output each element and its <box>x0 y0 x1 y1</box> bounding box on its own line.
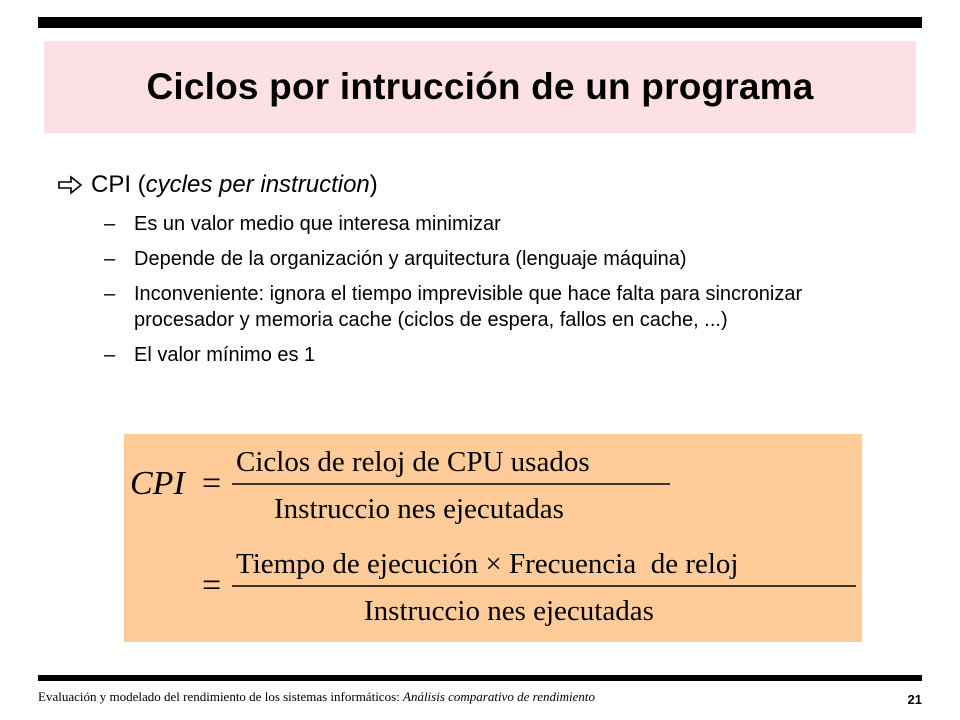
formula-equals-1: = <box>202 465 222 502</box>
formula-denominator-2: Instruccio nes ejecutadas <box>364 595 654 627</box>
main-bullet-text: CPI (cycles per instruction) <box>91 171 378 198</box>
top-rule <box>38 17 922 28</box>
title-banner <box>44 41 916 133</box>
list-item: – Inconveniente: ignora el tiempo imprevisible que hace falta para sincronizar procesador y memoria cache (ciclos de espera, fallos en cache, ...) <box>104 283 803 331</box>
list-item: – El valor mínimo es 1 <box>104 344 316 366</box>
formula-lhs: CPI <box>130 465 185 502</box>
bottom-rule <box>38 675 922 681</box>
outline-right-arrow-icon <box>57 175 83 195</box>
main-bullet <box>57 170 378 200</box>
list-item: – Depende de la organización y arquitectura (lenguaje máquina) <box>104 248 687 270</box>
formula-numerator-2: Tiempo de ejecución × Frecuencia de reloj <box>236 548 739 580</box>
list-item: – Es un valor medio que interesa minimizar <box>104 213 501 235</box>
formula-equals-2: = <box>202 567 222 604</box>
footer-caption: Evaluación y modelado del rendimiento de los sistemas informáticos: Análisis comparativo de rendimiento <box>38 689 595 704</box>
formula-numerator-1: Ciclos de reloj de CPU usados <box>236 446 590 478</box>
formula-box <box>124 434 862 642</box>
page-number: 21 <box>907 692 922 707</box>
formula-denominator-1: Instruccio nes ejecutadas <box>274 493 564 525</box>
cpi-formula <box>124 434 862 642</box>
sub-bullet-list <box>104 211 904 377</box>
slide-title: Ciclos por intrucción de un programa <box>146 66 814 107</box>
